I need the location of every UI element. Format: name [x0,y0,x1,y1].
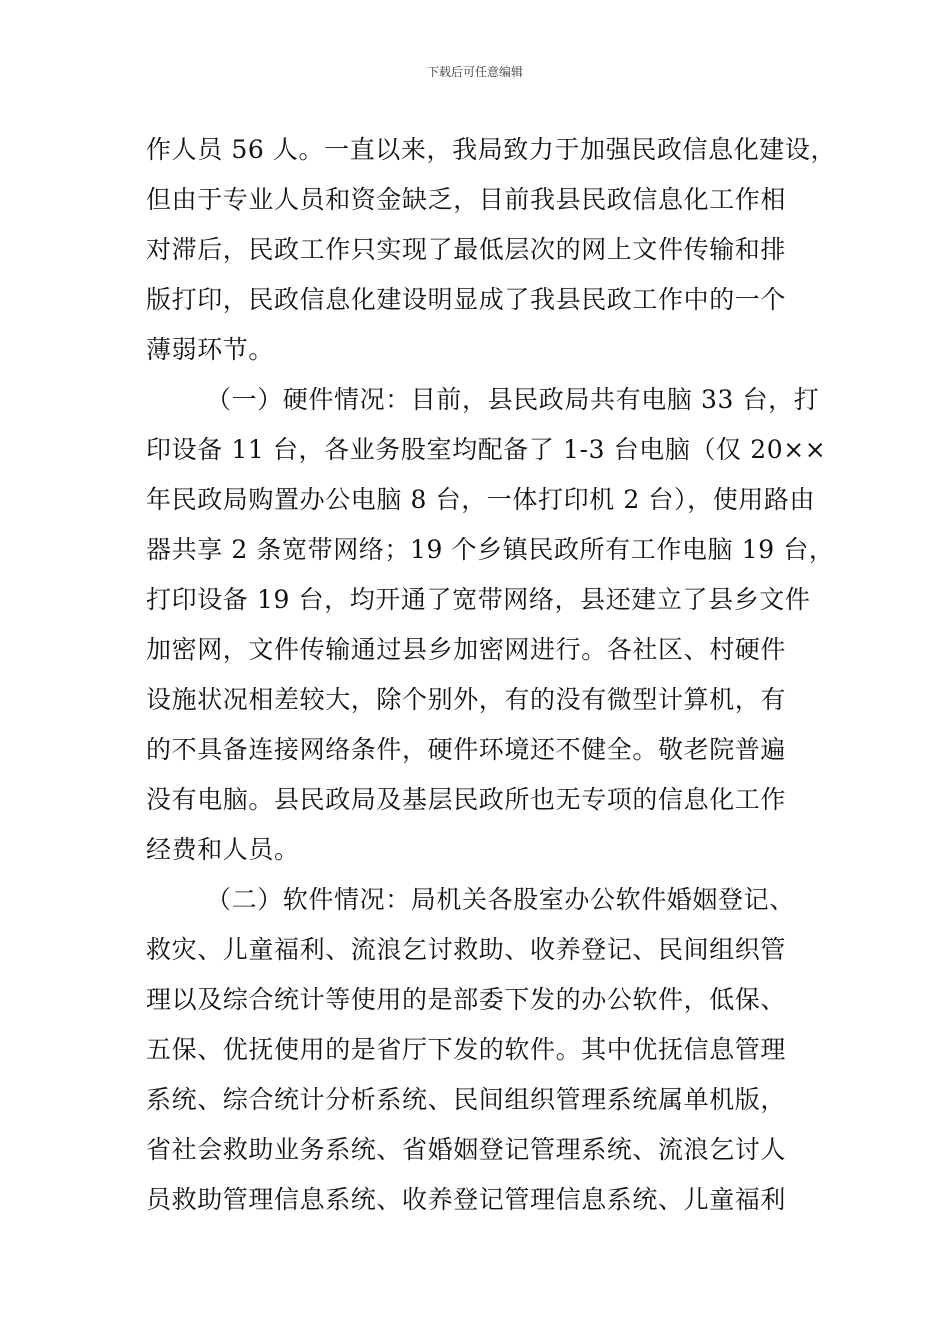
text-line: 作人员 56 人。一直以来，我局致力于加强民政信息化建设， [146,135,837,164]
text-line: 没有电脑。县民政局及基层民政所也无专项的信息化工作 [146,785,787,814]
text-line: 救灾、儿童福利、流浪乞讨救助、收养登记、民间组织管 [146,935,787,964]
text-line: 年民政局购置办公电脑 8 台，一体打印机 2 台），使用路由 [146,485,816,514]
text-line: （二）软件情况：局机关各股室办公软件婚姻登记、 [206,885,795,914]
page-header-note: 下载后可任意编辑 [426,65,523,79]
text-line: 经费和人员。 [146,835,300,864]
text-line: 器共享 2 条宽带网络；19 个乡镇民政所有工作电脑 19 台， [146,535,835,564]
text-line: 员救助管理信息系统、收养登记管理信息系统、儿童福利 [146,1185,787,1214]
document-body [146,125,837,1225]
text-line: 理以及综合统计等使用的是部委下发的办公软件，低保、 [146,985,787,1014]
text-line: 但由于专业人员和资金缺乏，目前我县民政信息化工作相 [146,185,787,214]
text-line: 的不具备连接网络条件，硬件环境还不健全。敬老院普遍 [146,735,787,764]
text-line: 打印设备 19 台，均开通了宽带网络，县还建立了县乡文件 [146,585,811,614]
text-line: 省社会救助业务系统、省婚姻登记管理系统、流浪乞讨人 [146,1135,787,1164]
text-line: 薄弱环节。 [146,335,275,364]
text-line: （一）硬件情况：目前，县民政局共有电脑 33 台，打 [206,385,820,414]
text-line: 五保、优抚使用的是省厅下发的软件。其中优抚信息管理 [146,1035,787,1064]
text-line: 设施状况相差较大，除个别外，有的没有微型计算机，有 [146,685,787,714]
text-line: 对滞后，民政工作只实现了最低层次的网上文件传输和排 [146,235,787,264]
text-line: 加密网，文件传输通过县乡加密网进行。各社区、村硬件 [146,635,787,664]
text-line: 系统、综合统计分析系统、民间组织管理系统属单机版， [146,1085,787,1114]
text-line: 版打印，民政信息化建设明显成了我县民政工作中的一个 [146,285,787,314]
text-line: 印设备 11 台，各业务股室均配备了 1-3 台电脑（仅 20×× [146,435,827,464]
